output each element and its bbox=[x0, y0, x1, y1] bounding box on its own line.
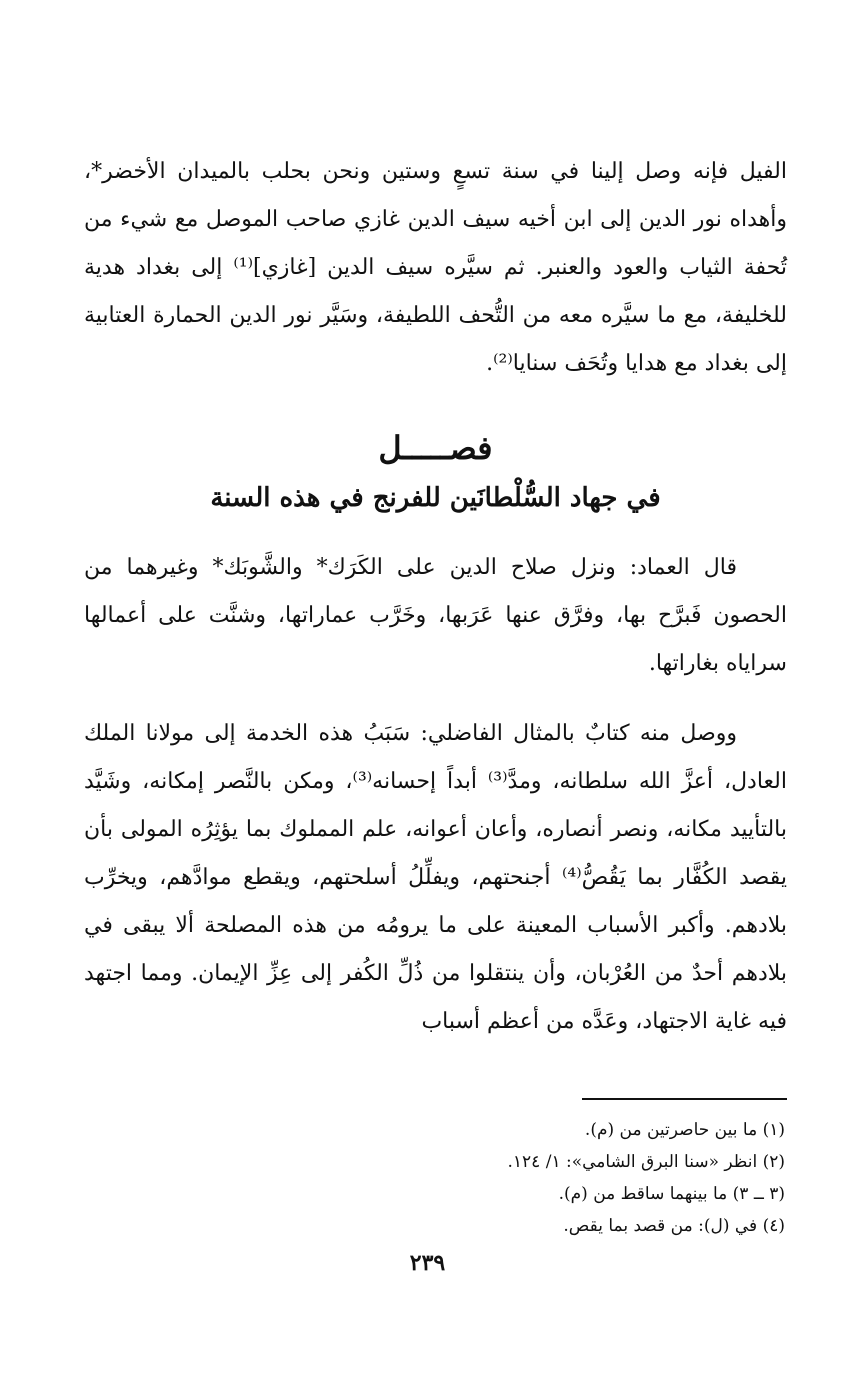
footnotes bbox=[84, 1114, 787, 1242]
footnote-2: (٢) انظر «سنا البرق الشامي»: ١/ ١٢٤. bbox=[507, 1152, 785, 1172]
paragraph-3: ووصل منه كتابٌ بالمثال الفاضلي: سَبَبُ هذه الخدمة إلى مولانا الملك العادل، أعزَّ الله سلطانه، ومدَّ⁽³⁾ أبداً إحسانه⁽³⁾، ومكن بالنَّصر إمكانه، وشَيَّد بالتأييد مكانه، ونصر أنصاره، وأعان أعوانه، علم المملوك بما يؤثِرُه المولى بأن يقصد الكُفَّار بما يَقُصُّ⁽⁴⁾ أجنحتهم، ويفلِّلُ أسلحتهم، ويقطع موادَّهم، ويخرِّب بلادهم. وأكبر الأسباب المعينة على ما يرومُه من هذه المصلحة ألا يبقى في بلادهم أحدٌ من العُرْبان، وأن ينتقلوا من ذُلِّ الكُفر إلى عِزِّ الإيمان. ومما اجتهد فيه غاية الاجتهاد، وعَدَّه من أعظم أسباب bbox=[84, 721, 787, 1034]
paragraph-2: قال العماد: ونزل صلاح الدين على الكَرَك* والشَّوبَك* وغيرهما من الحصون فَبرَّح بها، وفرَّق عنها عَرَبها، وخَرَّب عماراتها، وشنَّت على أعمالها سراياه بغاراتها. bbox=[84, 555, 787, 676]
page-number: ٢٣٩ bbox=[409, 1250, 446, 1276]
footnote-1: (١) ما بين حاصرتين من (م). bbox=[584, 1120, 785, 1140]
footnote-divider bbox=[582, 1098, 787, 1100]
section-subtitle: في جهاد السُّلْطانَين للفرنج في هذه السنة bbox=[210, 483, 661, 513]
section-title: فصـــــل bbox=[378, 429, 493, 467]
footnote-3: (٣ ــ ٣) ما بينهما ساقط من (م). bbox=[558, 1184, 785, 1204]
paragraph-1: الفيل فإنه وصل إلينا في سنة تسعٍ وستين ونحن بحلب بالميدان الأخضر*، وأهداه نور الدين إلى ابن أخيه سيف الدين غازي صاحب الموصل مع شيء من تُحفة الثياب والعود والعنبر. ثم سيَّره سيف الدين [غازي]⁽¹⁾ إلى بغداد هدية للخليفة، مع ما سيَّره معه من التُّحف اللطيفة، وسَيَّر نور الدين الحمارة العتابية إلى بغداد مع هدايا وتُحَف سنايا⁽²⁾. bbox=[84, 159, 787, 376]
footnote-4: (٤) في (ل): من قصد بما يقص. bbox=[563, 1216, 785, 1236]
